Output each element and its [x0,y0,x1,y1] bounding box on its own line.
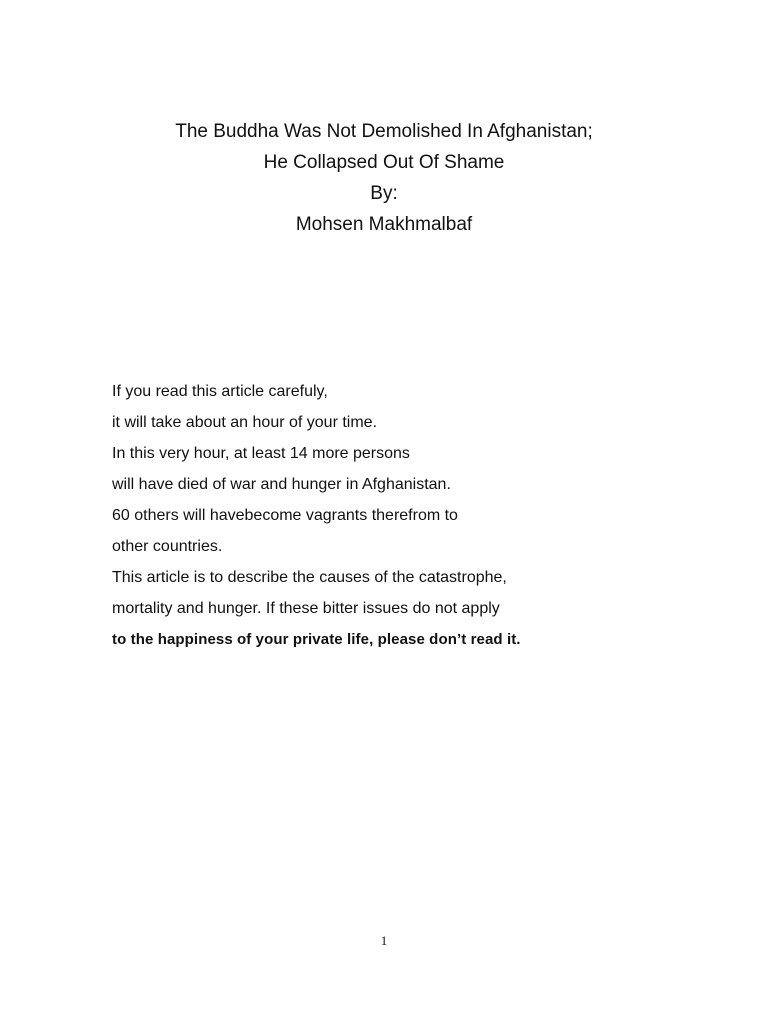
body-line-3: In this very hour, at least 14 more persons [112,445,410,462]
body-line-9-bold: to the happiness of your private life, please don’t read it. [112,631,521,648]
intro-paragraph [112,376,732,655]
body-line-2: it will take about an hour of your time. [112,414,378,431]
body-line-1: If you read this article carefuly, [112,383,328,400]
body-line-4: will have died of war and hunger in Afghanistan. [112,476,451,493]
body-line-6: other countries. [112,538,223,555]
body-line-5: 60 others will havebecome vagrants therefrom to [112,507,458,524]
page-number: 1 [380,933,388,948]
title-line-1: The Buddha Was Not Demolished In Afghanistan; [175,121,593,142]
byline-label: By: [370,183,398,204]
author-name: Mohsen Makhmalbaf [295,214,473,235]
body-line-7: This article is to describe the causes of the catastrophe, [112,569,507,586]
body-line-8: mortality and hunger. If these bitter issues do not apply [112,600,500,617]
document-title [0,116,768,240]
title-line-2: He Collapsed Out Of Shame [263,152,505,173]
